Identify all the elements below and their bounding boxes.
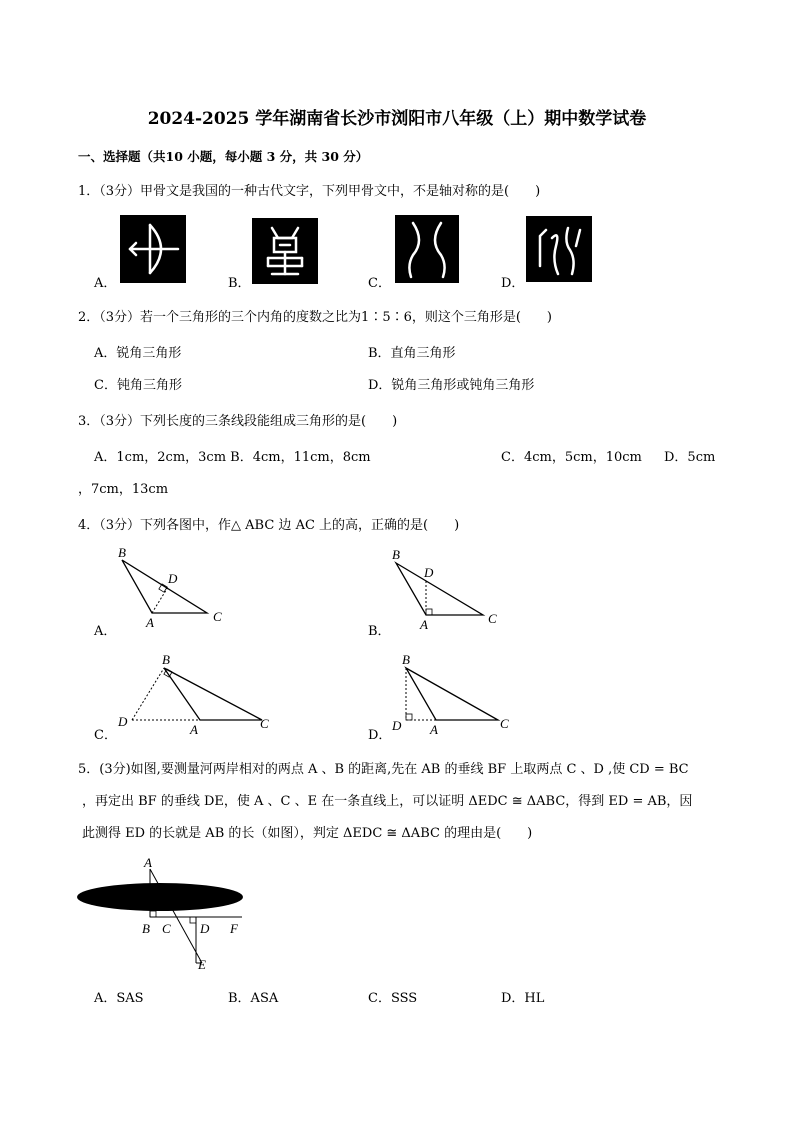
svg-text:C: C [500, 716, 509, 731]
q4-diagram-d [388, 650, 518, 735]
svg-text:A: A [146, 615, 154, 630]
oracle-glyph-c-image [395, 215, 459, 283]
q5-option-b: B．ASA [228, 991, 279, 1006]
svg-text:C: C [213, 609, 222, 624]
q2-option-d: D．锐角三角形或钝角三角形 [368, 378, 535, 393]
question-4-stem: 4．（3分）下列各图中，作△ ABC 边 AC 上的高，正确的是( ) [78, 518, 460, 533]
question-5-line-1: 5．(3分)如图,要测量河两岸相对的两点 A 、B 的距离,先在 AB 的垂线 BF 上取两点 C 、D ,使 CD = BC [78, 762, 689, 777]
oracle-glyph-a-image [120, 215, 186, 283]
q5-option-d: D．HL [501, 991, 545, 1006]
q5-river-diagram [70, 855, 250, 975]
q4-diagram-a [112, 545, 232, 630]
svg-text:C: C [488, 611, 497, 626]
q4-option-b-label: B． [368, 624, 391, 639]
question-2-stem: 2．（3分）若一个三角形的三个内角的度数之比为1∶5∶6，则这个三角形是( ) [78, 310, 552, 325]
q3-option-c: C．4cm，5cm，10cm [501, 450, 642, 465]
q2-option-a: A．锐角三角形 [94, 346, 182, 361]
svg-text:A: A [190, 722, 198, 735]
q3-option-d: D．5cm [664, 450, 716, 465]
svg-text:D: D [200, 921, 210, 936]
page-title: 2024-2025 学年湖南省长沙市浏阳市八年级（上）期中数学试卷 [147, 109, 647, 129]
q2-option-b: B．直角三角形 [368, 346, 456, 361]
question-5-line-2: ，再定出 BF 的垂线 DE，使 A 、C 、E 在一条直线上，可以证明 ΔEDC ≅ ΔABC，得到 ED = AB，因 [82, 794, 693, 809]
svg-text:B: B [142, 921, 150, 936]
svg-text:B: B [118, 545, 126, 560]
svg-text:A: A [144, 855, 152, 870]
q1-option-b-label: B． [228, 276, 251, 291]
svg-text:D: D [424, 565, 434, 580]
oracle-glyph-d-image [526, 216, 592, 282]
svg-text:B: B [162, 652, 170, 667]
section-heading: 一、选择题（共10 小题，每小题 3 分，共 30 分） [78, 149, 369, 164]
q5-option-c: C．SSS [368, 991, 418, 1006]
svg-text:D: D [168, 571, 178, 586]
svg-text:B: B [392, 547, 400, 562]
q4-option-a-label: A． [94, 624, 117, 639]
oracle-glyph-b-image [252, 218, 318, 284]
svg-text:F: F [230, 921, 238, 936]
svg-text:C: C [260, 716, 269, 731]
q3-options-ab: A．1cm，2cm，3cm B．4cm，11cm，8cm [94, 450, 371, 465]
q3-option-d-continued: ，7cm，13cm [78, 482, 169, 497]
svg-text:D: D [392, 718, 402, 733]
q5-option-a: A．SAS [94, 991, 144, 1006]
q1-option-a-label: A． [94, 276, 117, 291]
svg-text:A: A [420, 617, 428, 630]
question-1-stem: 1．（3分）甲骨文是我国的一种古代文字，下列甲骨文中，不是轴对称的是( ) [78, 184, 541, 199]
q1-option-d-label: D． [501, 276, 525, 291]
q2-option-c: C．钝角三角形 [94, 378, 182, 393]
question-3-stem: 3．（3分）下列长度的三条线段能组成三角形的是( ) [78, 414, 398, 429]
q1-option-c-label: C． [368, 276, 391, 291]
q4-option-c-label: C． [94, 728, 117, 743]
question-5-line-3: 此测得 ED 的长就是 AB 的长（如图），判定 ΔEDC ≅ ΔABC 的理由是( ) [82, 826, 533, 841]
q4-diagram-c [112, 650, 282, 735]
svg-text:D: D [118, 714, 128, 729]
svg-text:C: C [162, 921, 171, 936]
q4-option-d-label: D． [368, 728, 392, 743]
svg-text:B: B [402, 652, 410, 667]
svg-text:E: E [198, 957, 206, 972]
svg-text:A: A [430, 722, 438, 735]
q4-diagram-b [388, 545, 508, 630]
